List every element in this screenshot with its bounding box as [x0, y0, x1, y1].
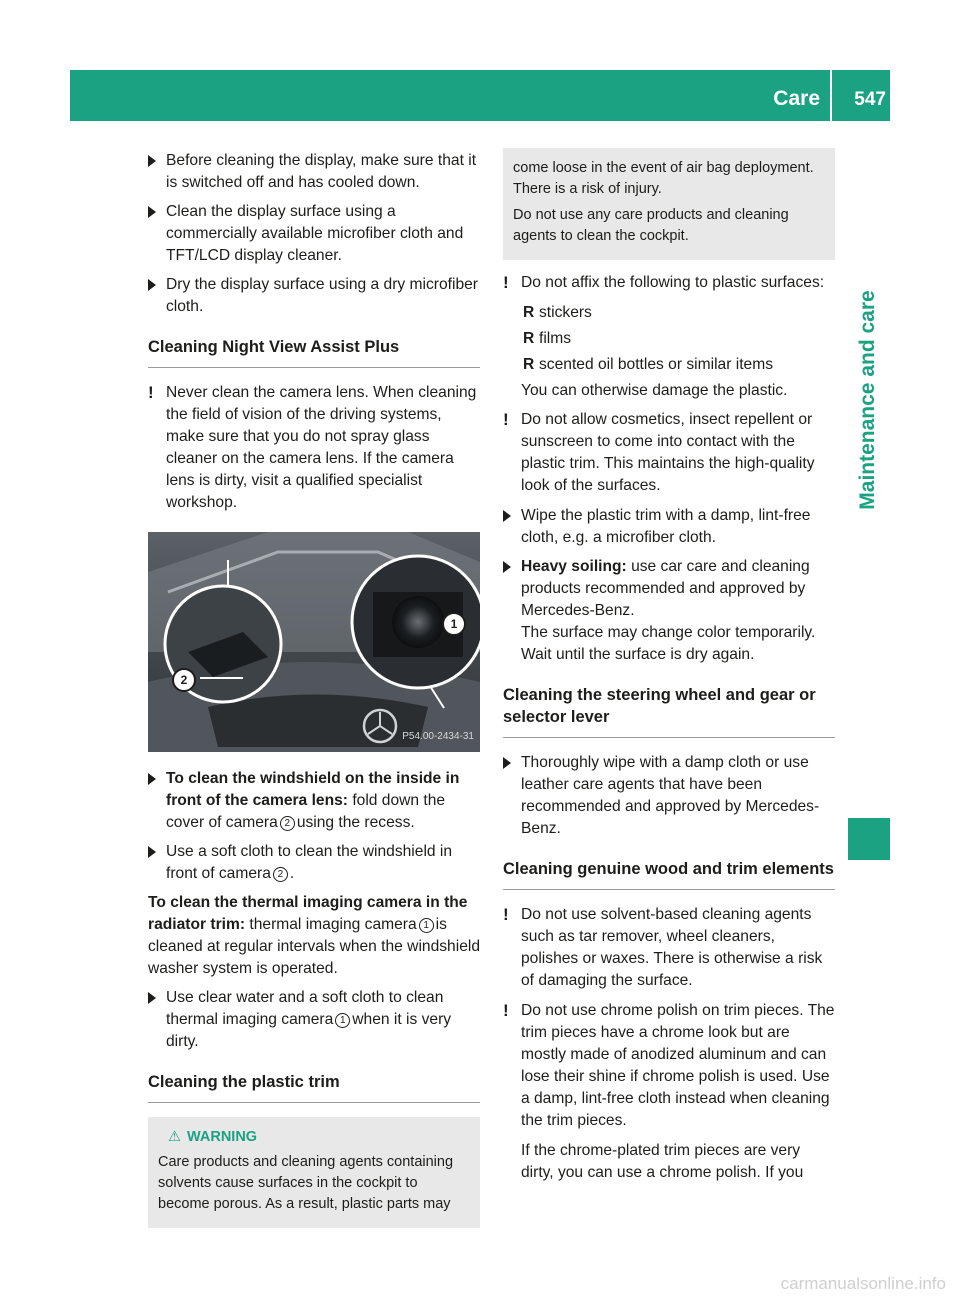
- list-item: Use clear water and a soft cloth to clean thermal imaging camera 1 when it is very dirty.: [148, 987, 480, 1053]
- list-item: Wipe the plastic trim with a damp, lint-free cloth, e.g. a microfiber cloth.: [503, 505, 835, 549]
- warning-text: come loose in the event of air bag deployment. There is a risk of injury.: [513, 160, 814, 197]
- exclamation-icon: !: [148, 383, 154, 402]
- affix-consequence: You can otherwise damage the plastic.: [521, 382, 788, 399]
- arrow-icon: [148, 992, 156, 1004]
- ref-1-icon: 1: [335, 1013, 350, 1028]
- list-item: Heavy soiling: use car care and cleaning products recommended and approved by Mercedes-Benz. The surface may change color temporarily. Wait until the surface is dry again.: [503, 556, 835, 666]
- warning-text: Care products and cleaning agents containing solvents cause surfaces in the cockpit to become porous. As a result, plastic parts may: [158, 1154, 454, 1212]
- side-tab-label: Maintenance and care: [856, 290, 879, 510]
- arrow-icon: [503, 561, 511, 573]
- caution-note: ! Never clean the camera lens. When cleaning the field of vision of the driving systems, make sure that you do not spray glass cleaner on the camera lens. If the camera lens is dirty, visit a qualified specialist workshop.: [148, 383, 477, 511]
- list-item: Use a soft cloth to clean the windshield in front of camera 2 .: [148, 841, 480, 885]
- arrow-icon: [503, 510, 511, 522]
- list-item: Dry the display surface using a dry microfiber cloth.: [148, 274, 480, 318]
- chrome-continuation: If the chrome-plated trim pieces are very dirty, you can use a chrome polish. If you: [521, 1142, 804, 1181]
- callout-2: 2: [172, 668, 196, 692]
- camera-photo: [148, 532, 480, 752]
- arrow-icon: [503, 757, 511, 769]
- list-item: R scented oil bottles or similar items: [521, 354, 835, 376]
- exclamation-icon: !: [503, 273, 509, 292]
- callout-1: 1: [442, 612, 466, 636]
- arrow-icon: [148, 773, 156, 785]
- list-item: Clean the display surface using a commercially available microfiber cloth and TFT/LCD display cleaner.: [148, 201, 480, 267]
- caution-note: ! Do not use solvent-based cleaning agents such as tar remover, wheel cleaners, polishes or waxes. There is otherwise a risk of damaging the surface.: [503, 905, 823, 989]
- warning-title: ⚠ WARNING: [158, 1127, 470, 1148]
- thermal-paragraph: To clean the thermal imaging camera in the radiator trim: thermal imaging camera 1 is cleaned at regular intervals when the windshield washer system is operated.: [148, 894, 480, 977]
- exclamation-icon: !: [503, 905, 509, 924]
- list-item: Before cleaning the display, make sure that it is switched off and has cooled down.: [148, 150, 480, 194]
- ref-2-icon: 2: [280, 816, 295, 831]
- bullet-icon: R: [523, 356, 535, 373]
- section-heading-steering: Cleaning the steering wheel and gear or selector lever: [503, 684, 835, 738]
- list-item: R stickers: [521, 302, 835, 324]
- bullet-icon: R: [523, 304, 535, 321]
- section-heading-wood: Cleaning genuine wood and trim elements: [503, 858, 835, 890]
- watermark: carmanualsonline.info: [780, 1274, 946, 1293]
- bullet-icon: R: [523, 330, 535, 347]
- caution-note: ! Do not use chrome polish on trim pieces. The trim pieces have a chrome look but are mostly made of anodized aluminum and can lose their shine if chrome polish is used. Use a damp, lint-free cloth instead when cleaning the trim pieces.: [503, 1001, 835, 1129]
- car-windshield-illustration: [148, 532, 480, 752]
- warning-text: Do not use any care products and cleaning agents to clean the cockpit.: [513, 207, 789, 244]
- warning-box: [148, 1117, 480, 1228]
- arrow-icon: [148, 846, 156, 858]
- warning-box-continued: [503, 148, 835, 260]
- ref-1-icon: 1: [419, 918, 434, 933]
- arrow-icon: [148, 206, 156, 218]
- exclamation-icon: !: [503, 410, 509, 429]
- side-tab-marker: [848, 818, 890, 860]
- page-number: 547: [854, 89, 886, 110]
- list-item: R films: [521, 328, 835, 350]
- section-heading-night-view: Cleaning Night View Assist Plus: [148, 336, 480, 368]
- warning-triangle-icon: ⚠: [168, 1129, 181, 1145]
- list-item: To clean the windshield on the inside in front of the camera lens: fold down the cover of camera 2 using the recess.: [148, 768, 480, 834]
- exclamation-icon: !: [503, 1001, 509, 1020]
- section-title: Care: [773, 87, 820, 110]
- arrow-icon: [148, 279, 156, 291]
- list-item: Thoroughly wipe with a damp cloth or use leather care agents that have been recommended and approved by Mercedes-Benz.: [503, 752, 835, 840]
- left-column: [148, 150, 480, 1228]
- header-divider: [830, 70, 832, 121]
- right-column: [503, 150, 835, 1191]
- header-bar: [70, 70, 890, 121]
- section-heading-plastic: Cleaning the plastic trim: [148, 1071, 480, 1103]
- caution-note: ! Do not allow cosmetics, insect repellent or sunscreen to come into contact with the plastic trim. This maintains the high-quality look of the surfaces.: [503, 410, 815, 494]
- arrow-icon: [148, 155, 156, 167]
- image-code: P54.00-2434-31: [402, 731, 474, 742]
- caution-note: ! Do not affix the following to plastic surfaces:: [503, 273, 825, 292]
- ref-2-icon: 2: [273, 867, 288, 882]
